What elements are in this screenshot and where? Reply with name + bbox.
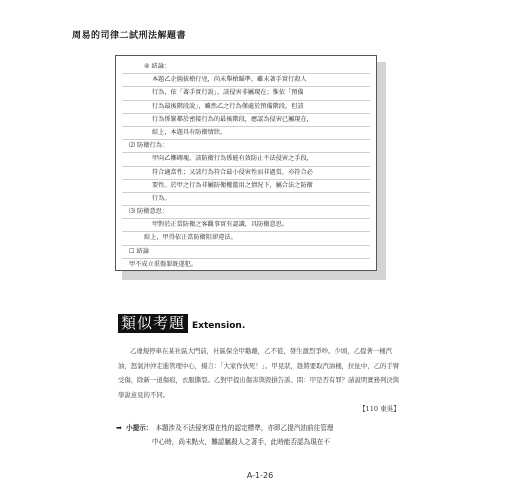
answer-line: ☐ 結論 xyxy=(122,246,370,259)
answer-line: 本題乙企圖拔槍行兇，尚未舉槍瞄準，雖未著手實行殺人 xyxy=(122,74,370,87)
answer-line: ⑶ 防衛意思： xyxy=(122,206,370,219)
answer-line: 要性。於甲之行為非屬防衛權濫用之情況下，屬合法之防衛 xyxy=(122,180,370,193)
answer-line: 綜上，甲得依正當防衛阻卻違法。 xyxy=(122,232,370,245)
hint-line-1: 本題涉及不法侵害現在性的認定標準，亦即乙提汽油前往管理 xyxy=(155,424,334,432)
answer-line: 甲向乙擲磚塊，該防衛行為係能有效防止不法侵害之手段， xyxy=(122,153,370,166)
exam-source: 【110 東吳】 xyxy=(358,405,400,413)
question-paragraph: 乙違規停車在某社區大門前，社區保全甲勸離，乙不從，發生激烈爭吵。少頃，乙提著一桶汽油，怒氣沖沖走進管理中心，揚言：「大家作伙死！」。甲見狀，趁將要取汽油桶，拉扯中，乙的手臂受傷，除新一道傷痕，衣服撕裂。乙對甲提出傷害與毀損告訴。問：甲是否有罪？請說明實務判決與學說意見的不同。 xyxy=(118,347,400,399)
answer-line: 行為，依「著手實行說」，該侵害非屬現在；惟依「預備 xyxy=(122,87,370,100)
answer-box xyxy=(115,55,377,271)
section-title-cn: 類似考題 xyxy=(118,314,188,333)
answer-line: 行為最後階段說」，雖然乙之行為僅處於預備階段，但該 xyxy=(122,101,370,114)
hint-block xyxy=(116,422,406,449)
hint-line-2: 中心時，尚未點火，難認屬殺人之著手，此時能否認為現在不 xyxy=(152,437,331,446)
running-header: 周易的司律二試刑法解題書 xyxy=(72,31,187,41)
arrow-right-icon: ➡ xyxy=(116,424,122,432)
hint-label: 小提示： xyxy=(126,424,153,432)
section-heading xyxy=(118,311,245,333)
question-text xyxy=(118,344,400,402)
answer-line: 甲對於正當防衛之客觀事實有認識，具防衛意思。 xyxy=(122,219,370,232)
answer-line: 甲不成立重傷罪既遂犯。 xyxy=(122,259,370,272)
answer-line: 符合適當性；又該行為符合最小侵害性而非過當，亦符合必 xyxy=(122,167,370,180)
page-number: A-1-26 xyxy=(246,471,274,480)
answer-line: ⑵ 防衛行為： xyxy=(122,140,370,153)
answer-line: 行為。 xyxy=(122,193,370,206)
answer-line: 綜上，本題具有防衛情狀。 xyxy=(122,127,370,140)
answer-line: 行為係緊鄰於密接行為的最後階段，應認為侵害已屬現在， xyxy=(122,114,370,127)
section-title-en: Extension. xyxy=(192,321,246,331)
answer-line: ④ 結論： xyxy=(122,61,370,74)
